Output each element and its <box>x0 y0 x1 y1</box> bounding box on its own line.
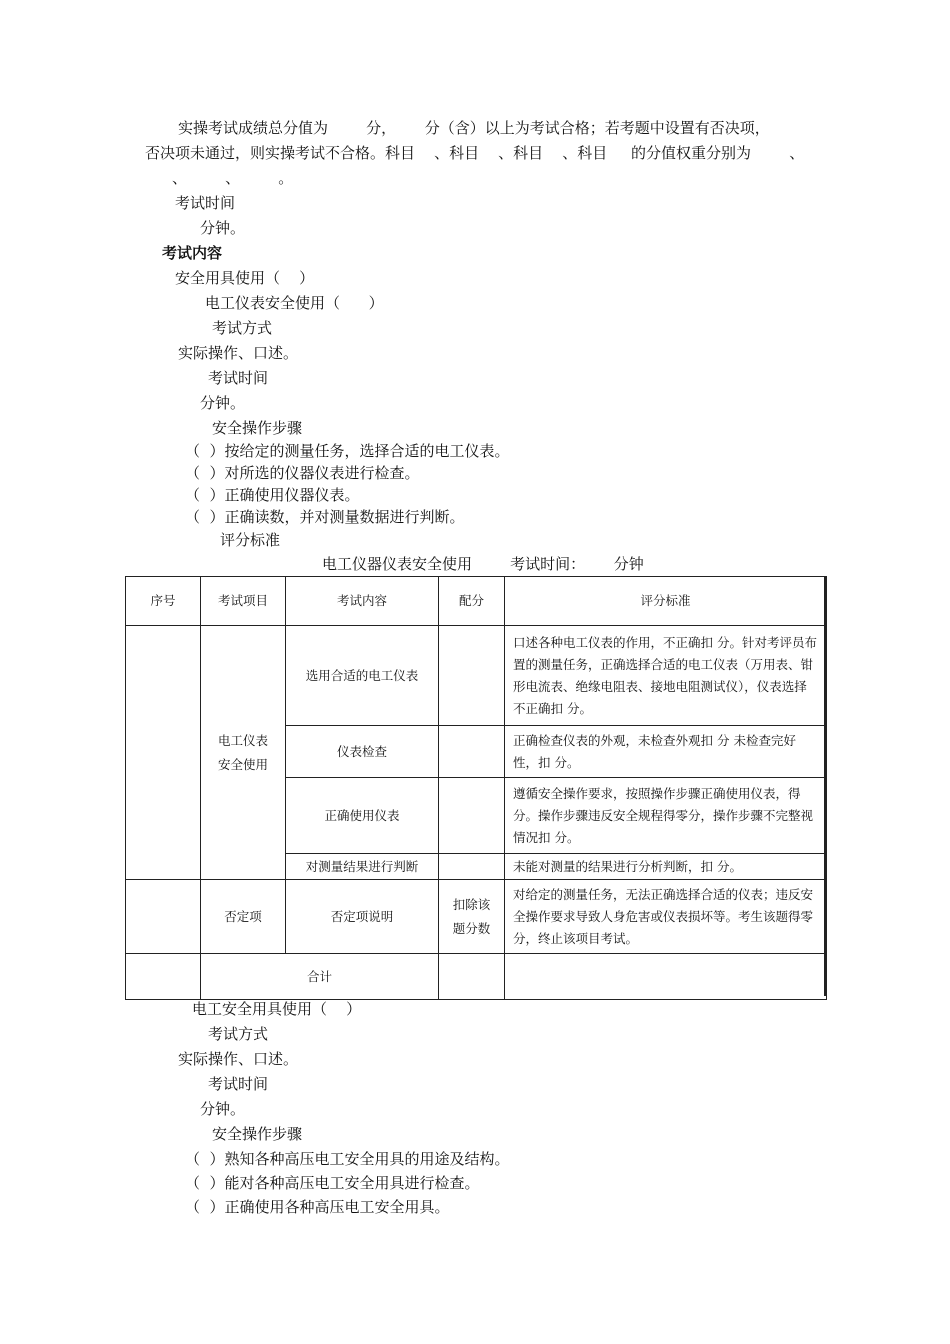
sub2-time-value: 分钟。 <box>200 1100 246 1118</box>
score-cell <box>439 854 505 880</box>
table-caption: 电工仪器仪表安全使用 考试时间： 分钟 <box>322 555 644 573</box>
sub1-criteria-label: 评分标准 <box>220 531 281 549</box>
sub2-step: （ ）正确使用各种高压电工安全用具。 <box>185 1198 450 1216</box>
header-score: 配分 <box>439 577 505 626</box>
exam-time-label: 考试时间 <box>175 194 236 212</box>
sub1-method-value: 实际操作、口述。 <box>178 344 299 362</box>
index-cell <box>126 626 201 880</box>
table-header-row <box>126 577 827 626</box>
sub2-title: 电工安全用具使用（ ） <box>192 1000 362 1018</box>
veto-project-cell: 否定项 <box>201 880 286 954</box>
sub1-steps-label: 安全操作步骤 <box>212 419 303 437</box>
sub1-title: 电工仪表安全使用（ ） <box>205 294 384 312</box>
veto-score-cell: 扣除该 题分数 <box>439 880 505 954</box>
criteria-cell: 正确检查仪表的外观，未检查外观扣 分 未检查完好性，扣 分。 <box>505 726 827 778</box>
score-cell <box>439 726 505 778</box>
veto-criteria-cell: 对给定的测量任务，无法正确选择合适的仪表；违反安全操作要求导致人身危害或仪表损坏等。考生该题得零分，终止该项目考试。 <box>505 880 827 954</box>
content-cell: 仪表检查 <box>286 726 439 778</box>
project-cell: 电工仪表 安全使用 <box>201 626 286 880</box>
sub1-time-value: 分钟。 <box>200 394 246 412</box>
header-content: 考试内容 <box>286 577 439 626</box>
index-cell <box>126 880 201 954</box>
header-index: 序号 <box>126 577 201 626</box>
sub1-step: （ ）正确使用仪器仪表。 <box>185 486 360 504</box>
scoring-table <box>125 576 827 1000</box>
intro-line-2: 否决项未通过，则实操考试不合格。科目 、科目 、科目 、科目 的分值权重分别为 、 <box>145 144 805 162</box>
criteria-cell: 未能对测量的结果进行分析判断，扣 分。 <box>505 854 827 880</box>
content-cell: 正确使用仪表 <box>286 778 439 854</box>
content-cell: 对测量结果进行判断 <box>286 854 439 880</box>
total-row <box>126 954 827 1000</box>
sub1-step: （ ）按给定的测量任务，选择合适的电工仪表。 <box>185 442 510 460</box>
score-cell <box>439 778 505 854</box>
table-row <box>126 626 827 726</box>
veto-content-cell: 否定项说明 <box>286 880 439 954</box>
criteria-cell: 口述各种电工仪表的作用，不正确扣 分。针对考评员布置的测量任务，正确选择合适的电工仪表（万用表、钳形电流表、绝缘电阻表、接地电阻测试仪），仪表选择不正确扣 分。 <box>505 626 827 726</box>
sub1-time-label: 考试时间 <box>208 369 269 387</box>
sub2-time-label: 考试时间 <box>208 1075 269 1093</box>
total-score-cell <box>439 954 505 1000</box>
sub1-step: （ ）正确读数，并对测量数据进行判断。 <box>185 508 465 526</box>
index-cell <box>126 954 201 1000</box>
table-right-border <box>824 576 826 996</box>
content-cell: 选用合适的电工仪表 <box>286 626 439 726</box>
sub2-step: （ ）能对各种高压电工安全用具进行检查。 <box>185 1174 480 1192</box>
item1-title: 安全用具使用（ ） <box>175 269 315 287</box>
score-cell <box>439 626 505 726</box>
exam-time-value: 分钟。 <box>200 219 246 237</box>
sub2-steps-label: 安全操作步骤 <box>212 1125 303 1143</box>
total-label-cell: 合计 <box>201 954 439 1000</box>
sub2-step: （ ）熟知各种高压电工安全用具的用途及结构。 <box>185 1150 510 1168</box>
header-criteria: 评分标准 <box>505 577 827 626</box>
sub1-method-label: 考试方式 <box>212 319 273 337</box>
header-project: 考试项目 <box>201 577 286 626</box>
total-criteria-cell <box>505 954 827 1000</box>
intro-line-1: 实操考试成绩总分值为 分， 分（含）以上为考试合格；若考题中设置有否决项， <box>178 119 770 137</box>
sub2-method-value: 实际操作、口述。 <box>178 1050 299 1068</box>
sub2-method-label: 考试方式 <box>208 1025 269 1043</box>
intro-line-3: 、 、 。 <box>172 169 294 187</box>
criteria-cell: 遵循安全操作要求，按照操作步骤正确使用仪表，得 分。操作步骤违反安全规程得零分，操作步骤不完整视情况扣 分。 <box>505 778 827 854</box>
veto-row <box>126 880 827 954</box>
content-heading: 考试内容 <box>162 244 223 262</box>
sub1-step: （ ）对所选的仪器仪表进行检查。 <box>185 464 420 482</box>
